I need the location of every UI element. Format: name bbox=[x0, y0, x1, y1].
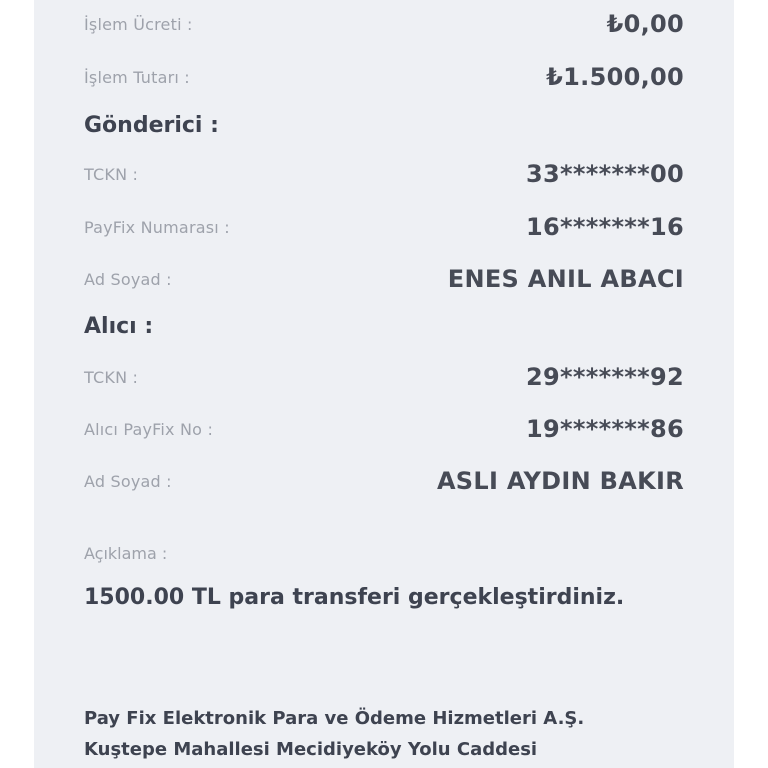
receipt-card bbox=[34, 0, 734, 768]
sender-payfix-label: PayFix Numarası : bbox=[84, 217, 230, 237]
description-label: Açıklama : bbox=[84, 544, 168, 563]
receiver-payfix-label: Alıcı PayFix No : bbox=[84, 419, 214, 439]
sender-payfix-row bbox=[84, 207, 684, 247]
receiver-tckn-row bbox=[84, 357, 684, 397]
receiver-payfix-value: 19*******86 bbox=[526, 415, 684, 443]
receiver-tckn-value: 29*******92 bbox=[526, 363, 684, 391]
fee-row bbox=[84, 4, 684, 44]
sender-tckn-value: 33*******00 bbox=[526, 160, 684, 188]
sender-payfix-value: 16*******16 bbox=[526, 213, 684, 241]
receiver-name-value: ASLI AYDIN BAKIR bbox=[436, 467, 684, 495]
sender-name-row bbox=[84, 259, 684, 299]
company-name: Pay Fix Elektronik Para ve Ödeme Hizmetleri A.Ş. bbox=[84, 708, 585, 729]
company-footer bbox=[84, 703, 704, 765]
description-value: 1500.00 TL para transferi gerçekleştirdiniz. bbox=[84, 585, 625, 610]
sender-name-value: ENES ANIL ABACI bbox=[447, 265, 684, 293]
receiver-payfix-row bbox=[84, 409, 684, 449]
fee-label: İşlem Ücreti : bbox=[84, 14, 193, 34]
receiver-name-label: Ad Soyad : bbox=[84, 471, 172, 491]
amount-row bbox=[84, 57, 684, 97]
sender-name-label: Ad Soyad : bbox=[84, 269, 172, 289]
receiver-tckn-label: TCKN : bbox=[84, 367, 139, 387]
receiver-section-title: Alıcı : bbox=[84, 314, 154, 339]
sender-tckn-label: TCKN : bbox=[84, 164, 139, 184]
company-address: Kuştepe Mahallesi Mecidiyeköy Yolu Caddesi bbox=[84, 739, 538, 760]
sender-section-title: Gönderici : bbox=[84, 113, 219, 138]
amount-value: ₺1.500,00 bbox=[546, 63, 684, 91]
receiver-name-row bbox=[84, 461, 684, 501]
amount-label: İşlem Tutarı : bbox=[84, 67, 190, 87]
fee-value: ₺0,00 bbox=[606, 10, 684, 38]
sender-tckn-row bbox=[84, 154, 684, 194]
